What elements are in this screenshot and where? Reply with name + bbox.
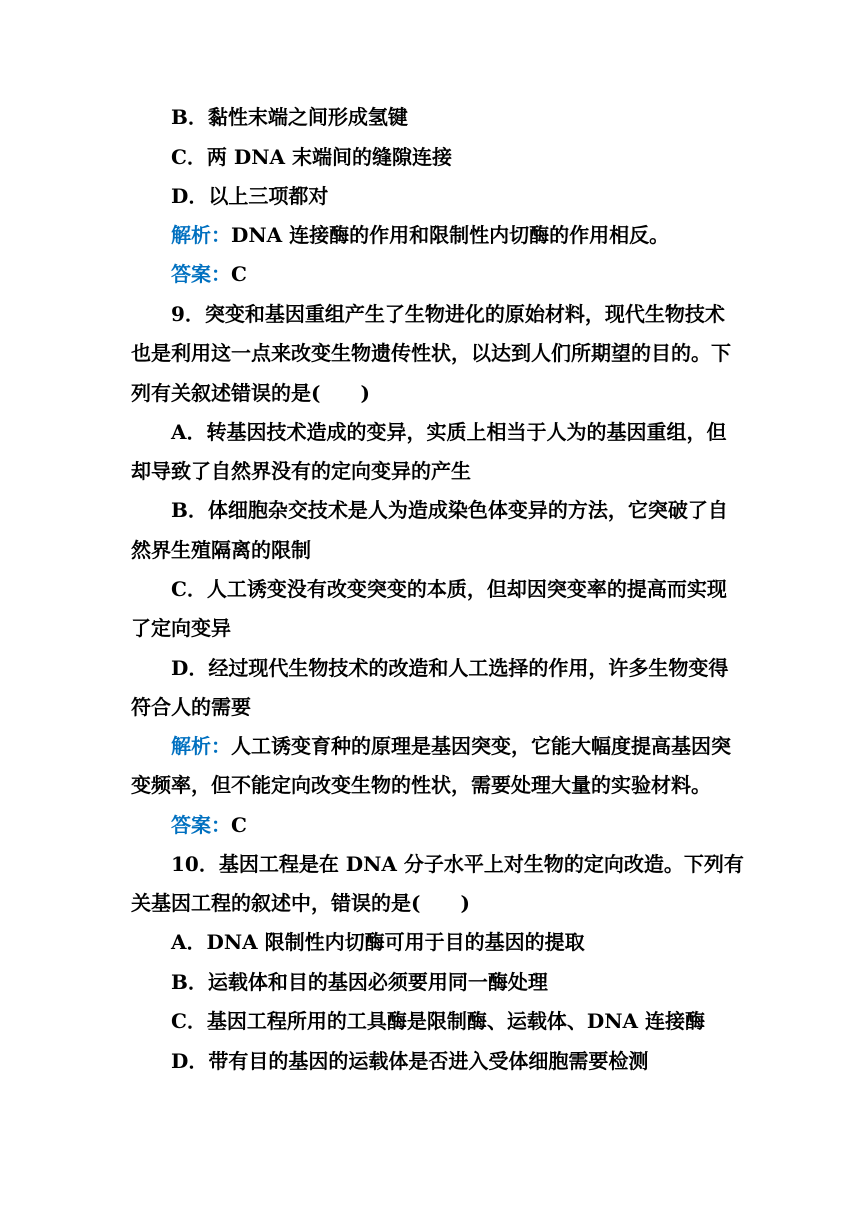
q9-option-b-line-2: 然界生殖隔离的限制 [131,538,311,562]
q10-stem-line-2: 关基因工程的叙述中，错误的是( ) [131,891,470,915]
q8-option-b: B．黏性末端之间形成氢键 [171,105,408,129]
q9-stem-line-1: 9．突变和基因重组产生了生物进化的原始材料，现代生物技术 [171,302,725,326]
q9-analysis-label: 解析： [171,734,231,758]
q8-analysis-text: DNA 连接酶的作用和限制性内切酶的作用相反。 [231,223,670,247]
q8-answer [171,261,247,287]
q9-answer-label: 答案： [171,813,231,837]
q8-answer-value: C [231,262,247,286]
q8-answer-label: 答案： [171,262,231,286]
q9-option-d-line-2: 符合人的需要 [131,695,251,719]
q8-analysis [171,222,669,248]
q9-option-c-line-1: C．人工诱变没有改变突变的本质，但却因突变率的提高而实现 [171,577,727,601]
q9-option-a-line-1: A．转基因技术造成的变异，实质上相当于人为的基因重组，但 [171,420,727,444]
q10-stem-line-1: 10．基因工程是在 DNA 分子水平上对生物的定向改造。下列有 [171,852,744,876]
q9-option-b-line-1: B．体细胞杂交技术是人为造成染色体变异的方法，它突破了自 [171,498,728,522]
q9-analysis-text-1: 人工诱变育种的原理是基因突变，它能大幅度提高基因突 [231,734,731,758]
q8-option-c: C．两 DNA 末端间的缝隙连接 [171,145,452,169]
q9-answer-value: C [231,813,247,837]
q10-option-d: D．带有目的基因的运载体是否进入受体细胞需要检测 [171,1049,649,1073]
q9-analysis-line-2: 变频率，但不能定向改变生物的性状，需要处理大量的实验材料。 [131,773,711,797]
q10-option-b: B．运载体和目的基因必须要用同一酶处理 [171,970,548,994]
q9-stem-line-2: 也是利用这一点来改变生物遗传性状，以达到人们所期望的目的。下 [131,341,731,365]
q10-option-c: C．基因工程所用的工具酶是限制酶、运载体、DNA 连接酶 [171,1009,706,1033]
q9-analysis-line-1 [171,733,731,759]
q10-option-a: A．DNA 限制性内切酶可用于目的基因的提取 [171,930,585,954]
q9-option-d-line-1: D．经过现代生物技术的改造和人工选择的作用，许多生物变得 [171,656,729,680]
q8-option-d: D．以上三项都对 [171,184,329,208]
q8-analysis-label: 解析： [171,223,231,247]
q9-option-a-line-2: 却导致了自然界没有的定向变异的产生 [131,459,471,483]
q9-answer [171,812,247,838]
q9-stem-line-3: 列有关叙述错误的是( ) [131,381,370,405]
q9-option-c-line-2: 了定向变异 [131,616,231,640]
